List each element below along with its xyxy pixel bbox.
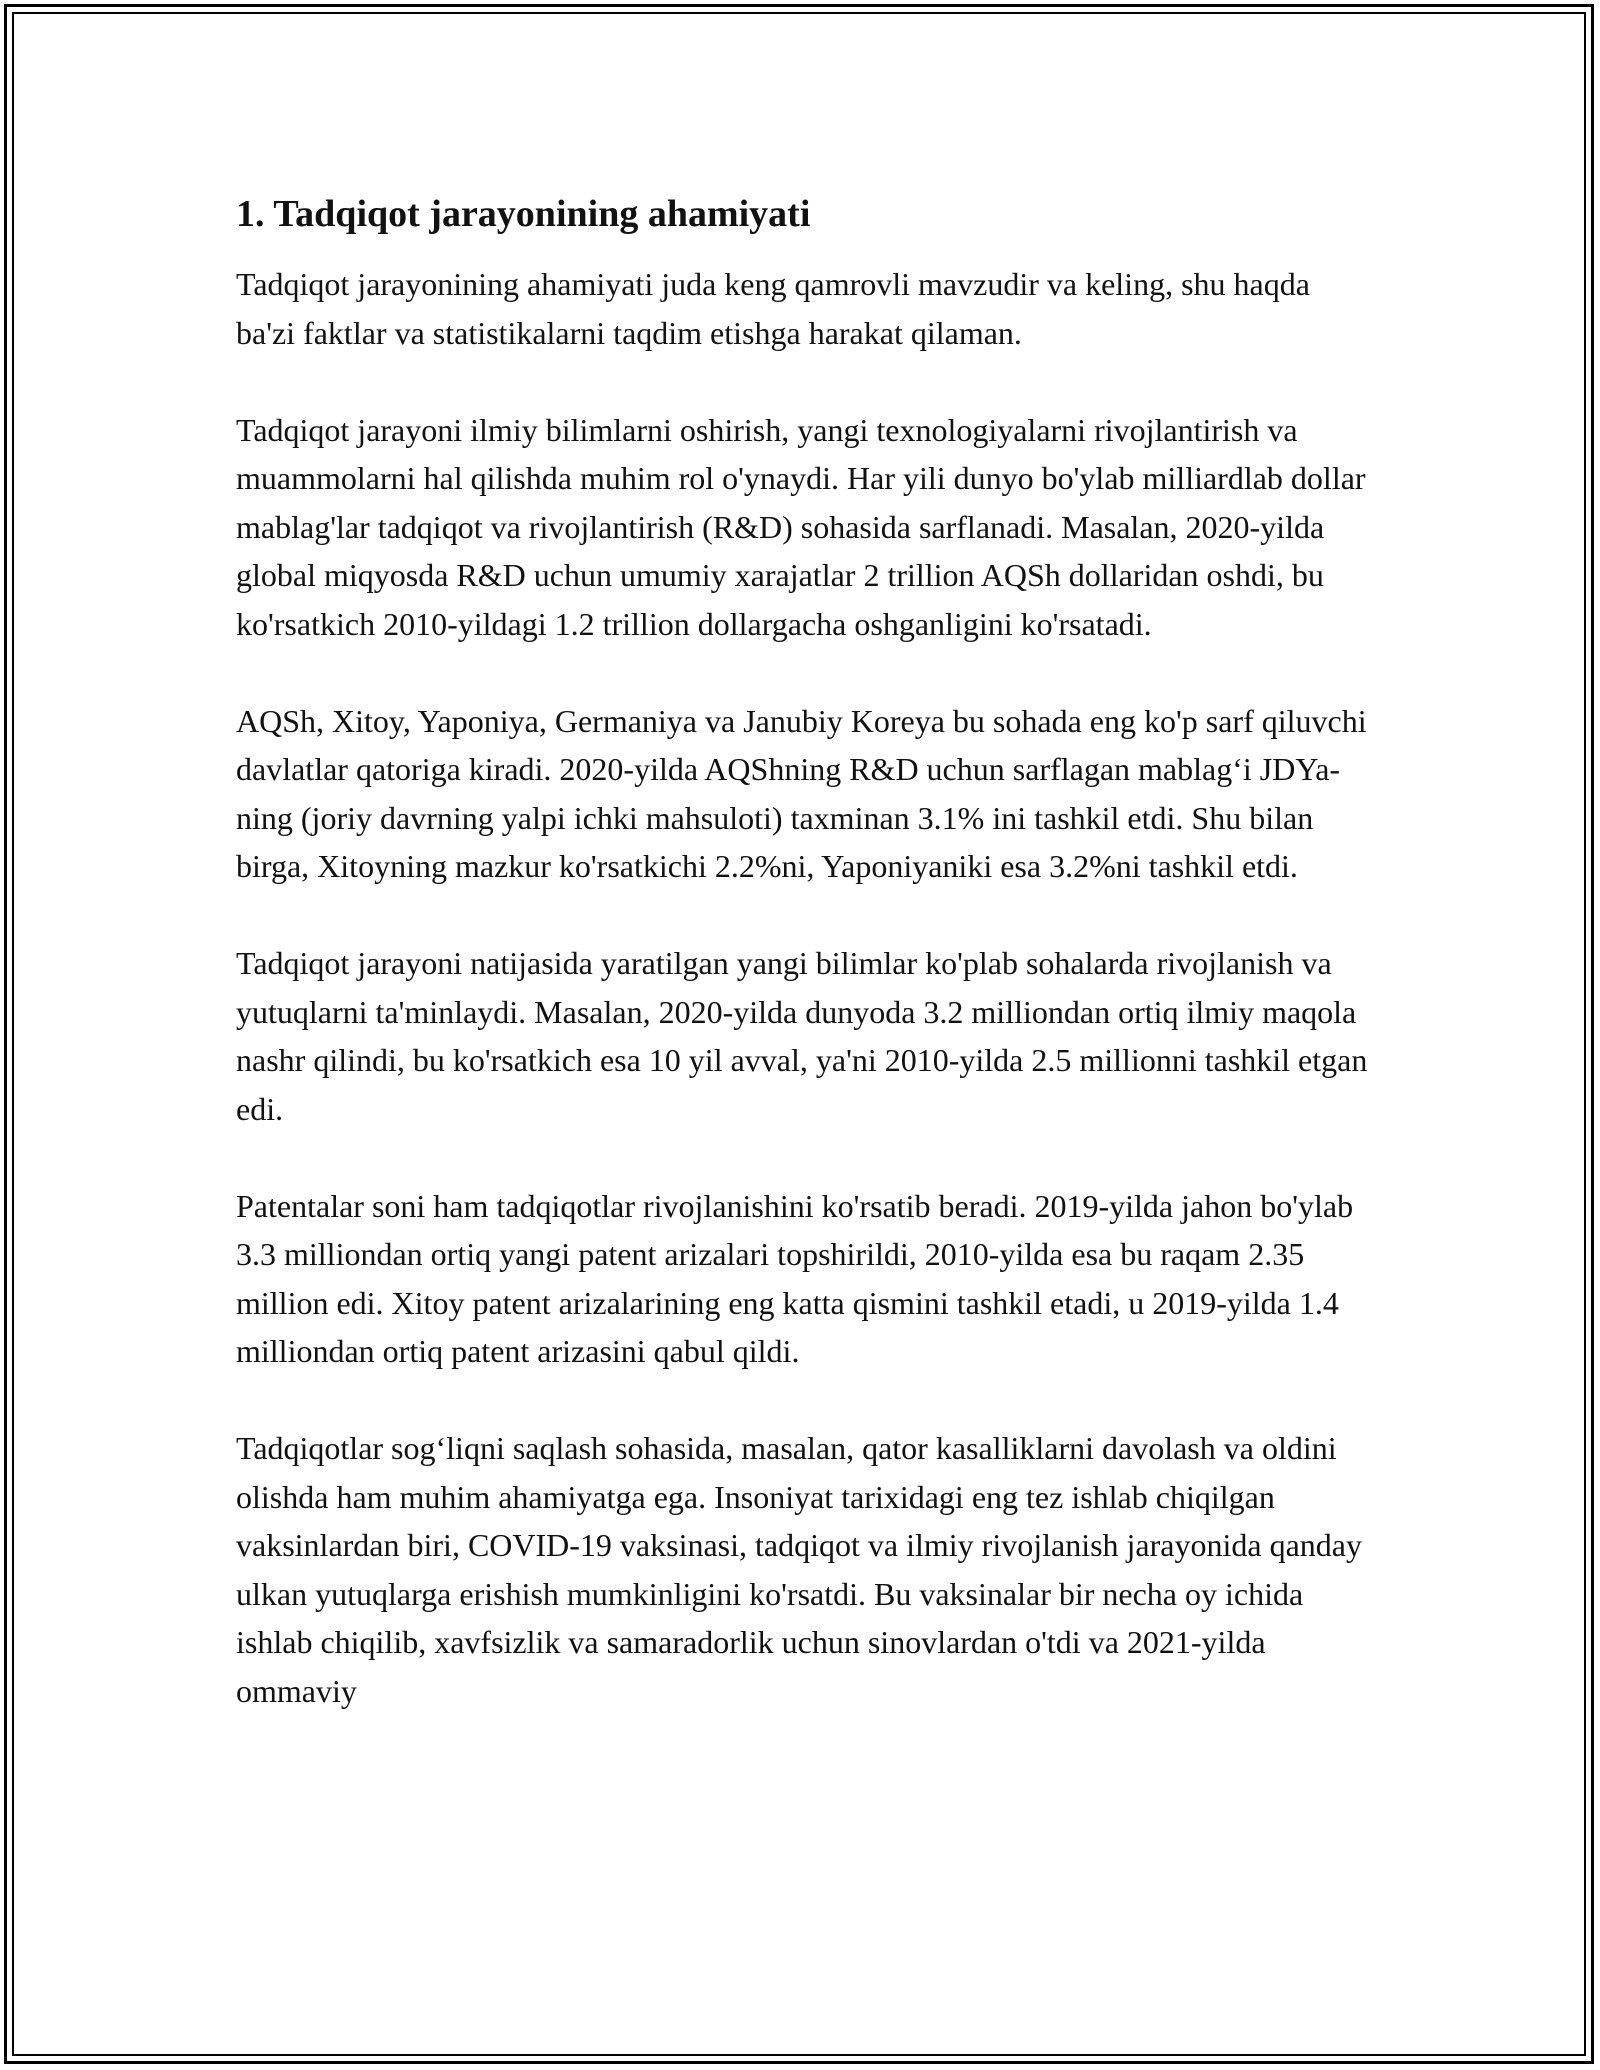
paragraph-intro: Tadqiqot jarayonining ahamiyati juda keng qamrovli mavzudir va keling, shu haqda ba'zi faktlar va statistikalarni taqdim etishga harakat qilaman. <box>236 266 1310 351</box>
paragraph-countries: AQSh, Xitoy, Yaponiya, Germaniya va Janubiy Koreya bu sohada eng ko'p sarf qiluvchi davlatlar qatoriga kiradi. 2020-yilda AQShning R&D uchun sarflagan mablag‘i JDYa-ning (joriy davrning yalpi ichki mahsuloti) taxminan 3.1% ini tashkil etdi. Shu bilan birga, Xitoyning mazkur ko'rsatkichi 2.2%ni, Yaponiyaniki esa 3.2%ni tashkil etdi. <box>236 702 1367 884</box>
paragraph-patents: Patentalar soni ham tadqiqotlar rivojlanishini ko'rsatib beradi. 2019-yilda jahon bo'ylab 3.3 milliondan ortiq yangi patent arizalari topshirildi, 2010-yilda esa bu raqam 2.35 million edi. Xitoy patent arizalarining eng katta qismini tashkil etadi, u 2019-yilda 1.4 milliondan ortiq patent arizasini qabul qildi. <box>236 1187 1354 1369</box>
paragraph-rd-spending: Tadqiqot jarayoni ilmiy bilimlarni oshirish, yangi texnologiyalarni rivojlantirish va muammolarni hal qilishda muhim rol o'ynaydi. Har yili dunyo bo'ylab milliardlab dollar mablag'lar tadqiqot va rivojlantirish (R&D) sohasida sarflanadi. Masalan, 2020-yilda global miqyosda R&D uchun umumiy xarajatlar 2 trillion AQSh dollaridan oshdi, bu ko'rsatkich 2010-yildagi 1.2 trillion dollargacha oshganligini ko'rsatadi. <box>236 411 1366 642</box>
paragraph-publications: Tadqiqot jarayoni natijasida yaratilgan yangi bilimlar ko'plab sohalarda rivojlanish va yutuqlarni ta'minlaydi. Masalan, 2020-yilda dunyoda 3.2 milliondan ortiq ilmiy maqola nashr qilindi, bu ko'rsatkich esa 10 yil avval, ya'ni 2010-yilda 2.5 millionni tashkil etgan edi. <box>236 945 1368 1127</box>
section-heading: 1. Tadqiqot jarayonining ahamiyati <box>236 193 811 235</box>
paragraph-healthcare: Tadqiqotlar sog‘liqni saqlash sohasida, masalan, qator kasalliklarni davolash va oldini olishda ham muhim ahamiyatga ega. Insoniyat tarixidagi eng tez ishlab chiqilgan vaksinlardan biri, COVID-19 vaksinasi, tadqiqot va ilmiy rivojlanish jarayonida qanday ulkan yutuqlarga erishish mumkinligini ko'rsatdi. Bu vaksinalar bir necha oy ichida ishlab chiqilib, xavfsizlik va samaradorlik uchun sinovlardan o'tdi va 2021-yilda ommaviy <box>236 1430 1362 1709</box>
document-body <box>236 190 1376 1715</box>
